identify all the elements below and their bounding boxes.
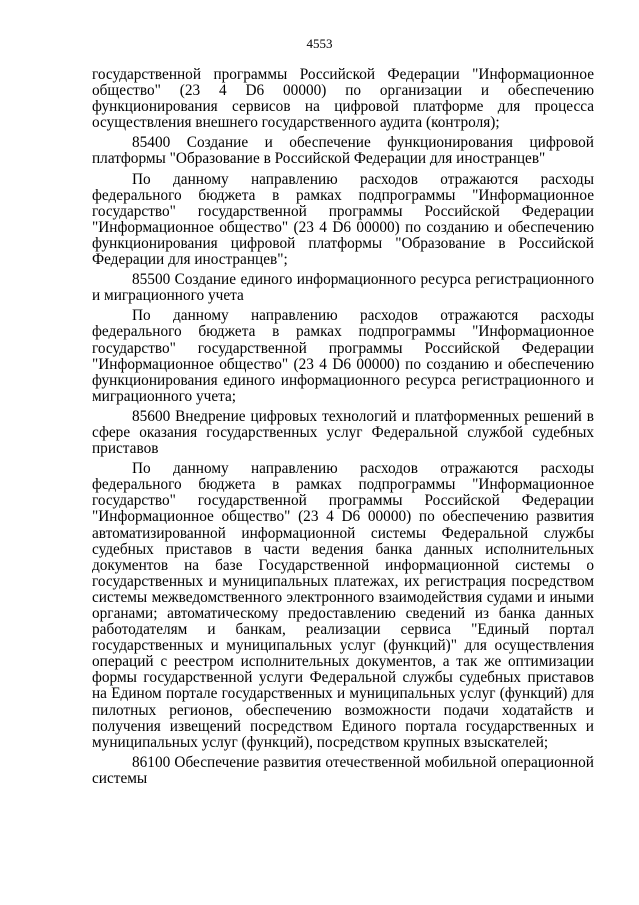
paragraph-heading: 85500 Создание единого информационного ресурса регистрационного и миграционного учета	[92, 271, 594, 305]
paragraph-heading: 85400 Создание и обеспечение функционирования цифровой платформы "Образование в Российской Федерации для иностранцев"	[92, 134, 594, 168]
document-body	[92, 67, 594, 791]
page-number: 4553	[306, 36, 333, 51]
paragraph-heading: 85600 Внедрение цифровых технологий и платформенных решений в сфере оказания государственных услуг Федеральной службой судебных приставов	[92, 407, 594, 458]
paragraph: По данному направлению расходов отражаются расходы федерального бюджета в рамках подпрограммы "Информационное государство" государственной программы Российской Федерации "Информационное общество" (23 4 D6 00000) по созданию и обеспечению функционирования единого информационного ресурса регистрационного и миграционного учета;	[92, 307, 594, 405]
paragraph: По данному направлению расходов отражаются расходы федерального бюджета в рамках подпрограммы "Информационное государство" государственной программы Российской Федерации "Информационное общество" (23 4 D6 00000) по обеспечению развития автоматизированной информационной системы Федеральной службы судебных приставов в части ведения банка данных исполнительных документов на базе Государственной информационной системы о государственных и муниципальных платежах, их регистрация посредством системы межведомственного электронного взаимодействия судами и иными органами; автоматическому предоставлению сведений из банка данных работодателям и банкам, реализации сервиса "Единый портал государственных и муниципальных услуг (функций)" для осуществления операций с реестром исполнительных документов, а так же оптимизации формы государственной услуги Федеральной службы судебных приставов на Едином портале государственных и муниципальных услуг (функций) для пилотных регионов, обеспечению возможности подачи ходатайств и получения извещений посредством Единого портала государственных и муниципальных услуг (функций), посредством крупных взыскателей;	[92, 460, 594, 751]
paragraph: По данному направлению расходов отражаются расходы федерального бюджета в рамках подпрограммы "Информационное государство" государственной программы Российской Федерации "Информационное общество" (23 4 D6 00000) по созданию и обеспечению функционирования цифровой платформы "Образование в Российской Федерации для иностранцев";	[92, 170, 594, 269]
paragraph: государственной программы Российской Федерации "Информационное общество" (23 4 D6 00000) по организации и обеспечению функционирования сервисов на цифровой платформе для процесса осуществления внешнего государственного аудита (контроля);	[92, 66, 594, 132]
paragraph-heading: 86100 Обеспечение развития отечественной мобильной операционной системы	[92, 753, 594, 787]
